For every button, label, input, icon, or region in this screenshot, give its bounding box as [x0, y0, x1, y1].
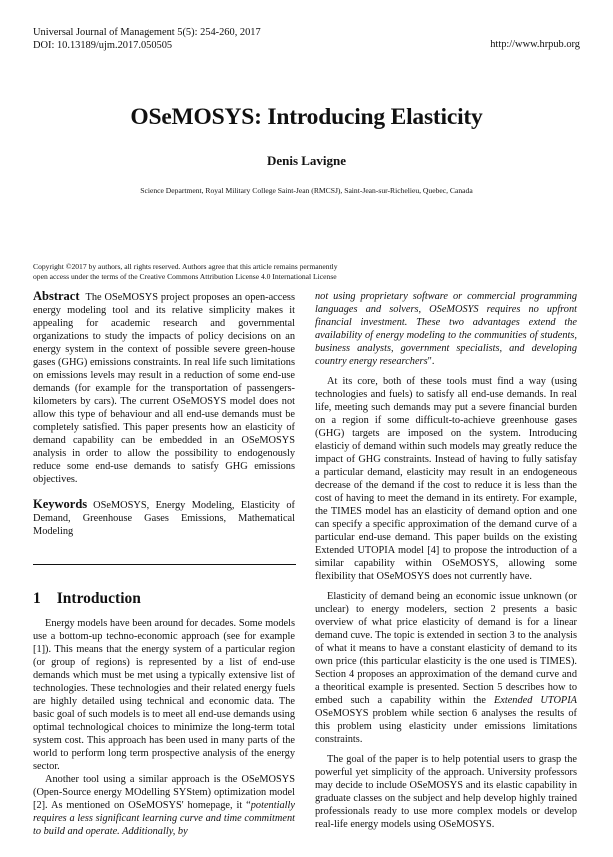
keywords: [33, 498, 295, 538]
copyright-notice: [33, 262, 403, 282]
section-divider: [33, 564, 296, 565]
publisher-url[interactable]: http://www.hrpub.org: [490, 39, 580, 50]
doi-line: DOI: 10.13189/ujm.2017.050505: [33, 39, 173, 51]
extended-utopia-term: Extended UTOPIA: [493, 695, 577, 706]
intro-paragraph-3: At its core, both of these tools must find a way (using technologies and fuels) to satisfy all end-use demands. In real life, meeting such demands may put a severe financial burden on a region if some difficult-to-achieve greenhouse gases (GHG) targets are imposed on the system. Introducing elasticiy of demand within such models may greatly reduce the impact of GHG constraints. Instead of having to fully satisfay a particular demand, elasticity may result in an endogeneous decrease of the demand if the cost to reduce it is less than the cost of having to meet the demand in its entirety. For example, the TIMES model has an elasticity of demand option and one can specify a specific approximation of the demand curve of a particular end-use demand. This paper builds on the existing Extended UTOPIA model [4] to propose the introduction of a similar capability within OSeMOSYS, allowing some flexibility that OSeMOSYS does not currently have.: [315, 376, 577, 582]
homepage-quote-continued: not using proprietary software or commercial programming languages and solvers, OSeMOSYS requires no upfront financial investment. These two advantages extend the availability of energy modeling to the communities of students, business analysts, government specialists, and developing country energy researchers".: [315, 291, 577, 367]
intro-paragraph-5: The goal of the paper is to help potential users to grasp the powerful yet simplicity of the approach. University professors may decide to include OSeMOSYS and its elastic capability in graduate classes on the subject and help develop highly trained professionals ready to use more complex models or develop real-life energy models using OSeMOSYS.: [315, 754, 577, 830]
abstract-text: The OSeMOSYS project proposes an open-access energy modeling tool and its relative simplicity makes it appealing for academic research and governmental organizations to study the impacts of policy decisions on an energy system in the context of possible severe green-house gases (GHG) emissions constraints. In real life such limitations on emissions levels may result in a reduction of some end-use demands (for example for the transportation of passengers-kilometers by cars). The current OSeMOSYS model does not allow this type of behaviour and all end-use demands must be completely satisfied. This paper presents how an elasticity of demand capability can be embedded in an OSeMOSYS analysis in order to allow the possibility to endogenously reduce some end-use demands to satisfy GHG emissions objectives.: [33, 292, 295, 485]
copyright-line-1: Copyright ©2017 by authors, all rights reserved. Authors agree that this article remains permanently: [33, 262, 338, 271]
author-name: Denis Lavigne: [266, 153, 347, 168]
keywords-label: Keywords: [33, 497, 88, 511]
copyright-line-2: open access under the terms of the Creative Commons Attribution License 4.0 International License: [33, 272, 337, 281]
intro-paragraph-4: Elasticity of demand being an economic issue unknown (or unclear) to energy modelers, section 2 presents a basic overview of what price elasticity of demand is for a linear demand cuve. The topic is extended in section 3 to the analysis of what it means to have a constant elasticity of demand to its own price (this particular elasticity is the one used is TIMES). Section 4 proposes an approximation of the demand curve and a theoritical example is presented. Section 5 describes how to embed such a capability within the Extended UTOPIA OSeMOSYS problem while section 6 analyses the results of this problem using elasticity under emissions limitations constraints.: [315, 591, 577, 745]
intro-p2-text: Another tool using a similar approach is the OSeMOSYS (Open-Source energy MOdelling SYStem) optimization model [2]. As mentioned on OSeMOSYS' homepage, it “: [33, 774, 295, 811]
intro-paragraph-1: Energy models have been around for decades. Some models use a bottom-up techno-economic approach (see for example [1]). This means that the energy system of a particular region (or group of regions) is represented by a list of end-use demands which must be met using a typically extensive list of technologies. These technologies and their related energy fuels are highly detailed using technical and economic data. The basic goal of such models is to meet all end-use demands using optimal technological choices to minimize the long-term total system cost. This approach has been used in many parts of the world to perform long term prospective analysis of the energy sector.: [33, 618, 295, 772]
introduction-left: [33, 617, 295, 838]
section-number: 1: [33, 590, 41, 607]
abstract-label: Abstract: [33, 289, 80, 303]
keywords-text: OSeMOSYS, Energy Modeling, Elasticity of Demand, Greenhouse Gases Emissions, Mathematical Modeling: [33, 500, 295, 537]
section-heading-introduction: [33, 590, 141, 608]
abstract: [33, 290, 295, 486]
author-affiliation: Science Department, Royal Military College Saint-Jean (RMCSJ), Saint-Jean-sur-Richelieu, Quebec, Canada: [140, 186, 473, 195]
journal-citation: [33, 27, 261, 52]
right-column: [315, 290, 577, 831]
paper-title: OSeMOSYS: Introducing Elasticity: [130, 104, 483, 130]
journal-line: Universal Journal of Management 5(5): 254-260, 2017: [33, 27, 261, 38]
intro-paragraph-2-start: [33, 773, 295, 838]
homepage-quote-start: potentially requires a less significant learning curve and time commitment to build and operate. Additionally, by: [33, 800, 295, 837]
section-title: Introduction: [56, 590, 141, 607]
left-column: [33, 290, 295, 538]
